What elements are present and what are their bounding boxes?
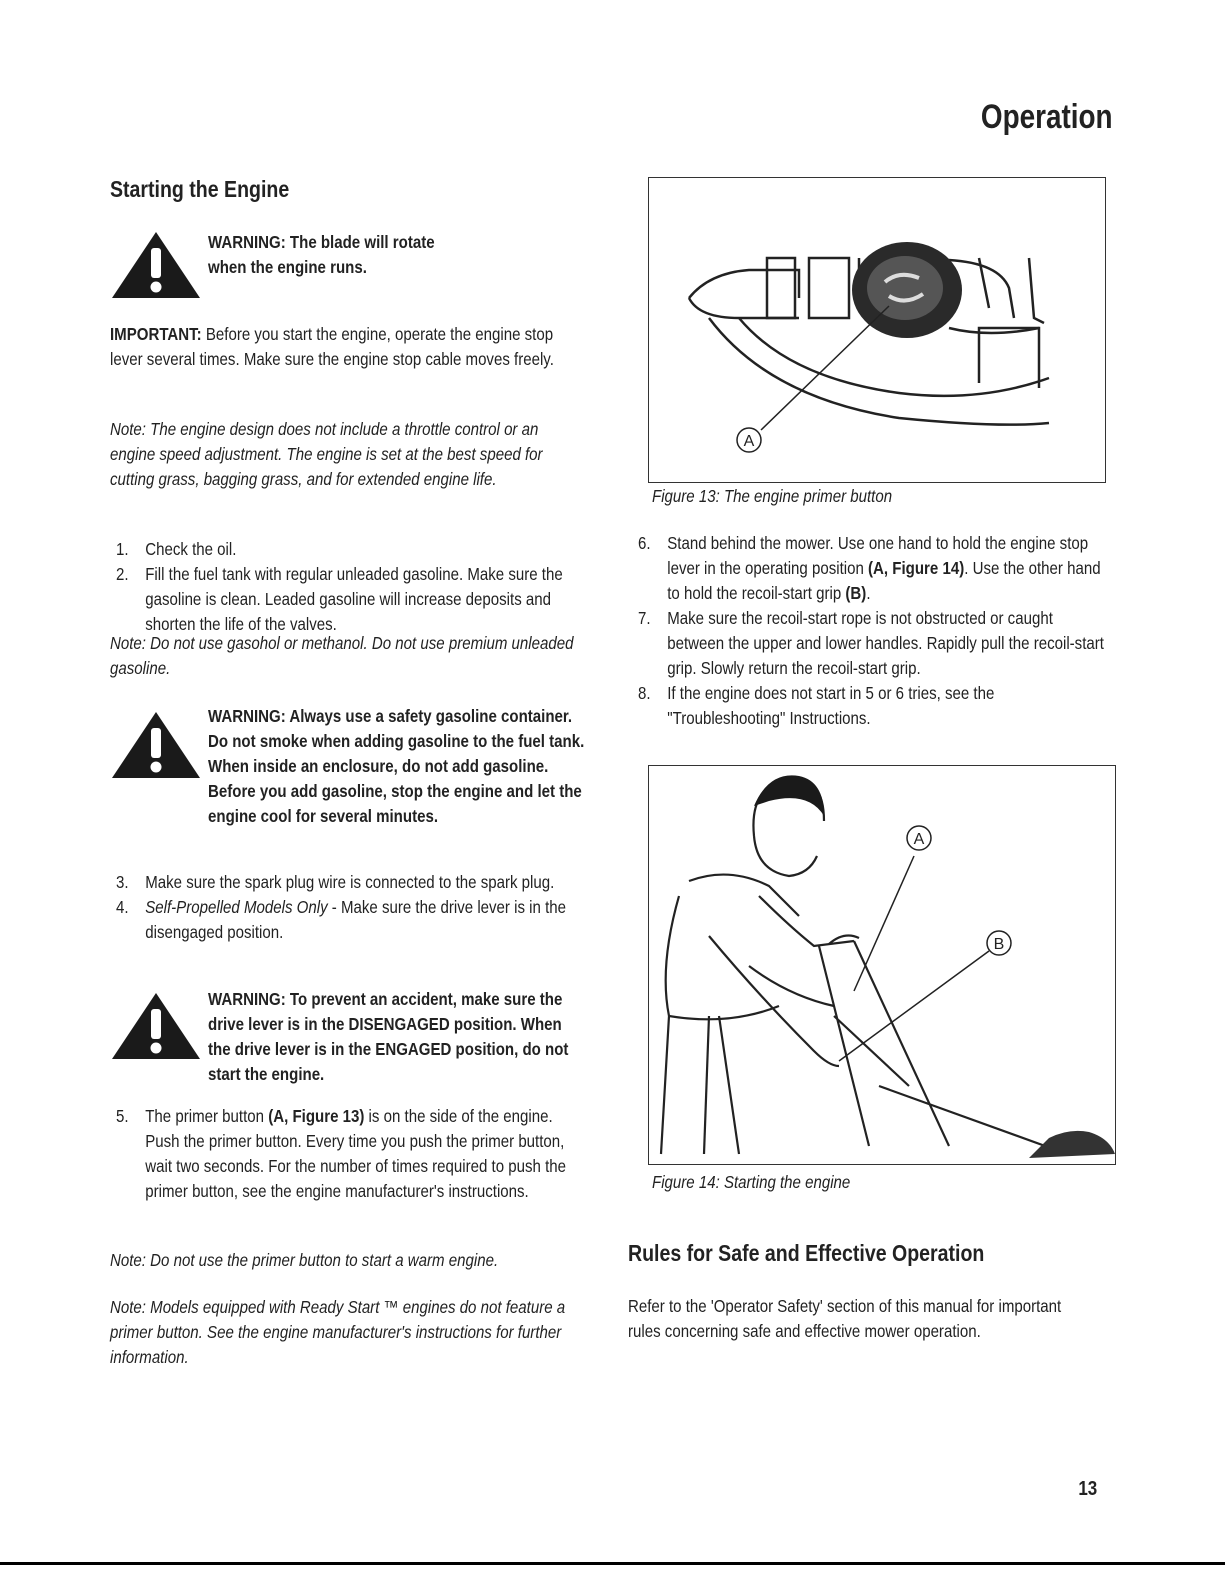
step-3: [116, 870, 585, 895]
heading-starting-engine: Starting the Engine: [110, 176, 290, 202]
step-text: - Make sure the drive lever is in the disengaged position.: [145, 897, 566, 942]
steps-list-right: [638, 531, 1107, 731]
step-number: 2.: [116, 564, 129, 584]
step-text-pre: Stand behind the mower. Use one hand to hold the engine stop lever in the operating position: [667, 533, 1089, 578]
starting-engine-illustration: [649, 766, 1115, 1164]
step-number: 5.: [116, 1106, 129, 1126]
important-label: IMPORTANT:: [110, 324, 202, 344]
figure-reference: (A, Figure 14): [868, 558, 965, 578]
engine-primer-illustration: [649, 178, 1105, 482]
step-text-pre: The primer button: [145, 1106, 269, 1126]
step-5: [116, 1104, 585, 1204]
figure-14-box: [648, 765, 1116, 1165]
step-number: 7.: [638, 608, 651, 628]
warning-text-2: WARNING: Always use a safety gasoline container. Do not smoke when adding gasoline to the fuel tank. When inside an enclosure, do not add gasoline. Before you add gasoline, stop the engine and let the engine cool for several minutes.: [208, 706, 585, 826]
note-gasohol: Note: Do not use gasohol or methanol. Do not use premium unleaded gasoline.: [110, 633, 574, 678]
bottom-rule: [0, 1562, 1225, 1565]
step-8: [638, 681, 1107, 731]
warning-text-3: WARNING: To prevent an accident, make sure the drive lever is in the DISENGAGED position. When the drive lever is in the ENGAGED position, do not start the engine.: [208, 989, 569, 1084]
rules-paragraph: Refer to the 'Operator Safety' section of this manual for important rules concerning safe and effective mower operation.: [628, 1296, 1062, 1341]
section-title: Operation: [981, 98, 1113, 136]
steps-list-3: [116, 1104, 585, 1204]
step-number: 1.: [116, 539, 129, 559]
step-text-mid: . Use the other hand to hold the recoil-start grip: [667, 558, 1101, 603]
step-4: [116, 895, 585, 945]
step-2: [116, 562, 585, 637]
step-6: [638, 531, 1107, 606]
step-number: 4.: [116, 897, 129, 917]
heading-rules: Rules for Safe and Effective Operation: [628, 1240, 985, 1266]
figure-reference: (A, Figure 13): [268, 1106, 365, 1126]
warning-icon: [110, 230, 202, 300]
figure-reference: (B): [845, 583, 867, 603]
step-text: Make sure the recoil-start rope is not obstructed or caught between the upper and lower handles. Rapidly pull the recoil-start grip. Slowly return the recoil-start grip.: [667, 608, 1104, 678]
page-number: 13: [1078, 1478, 1097, 1500]
step-number: 6.: [638, 533, 651, 553]
step-text: Check the oil.: [145, 539, 237, 559]
figure-14-caption: Figure 14: Starting the engine: [652, 1172, 851, 1192]
important-text: Before you start the engine, operate the engine stop lever several times. Make sure the engine stop cable moves freely.: [110, 324, 554, 369]
note-ready-start: Note: Models equipped with Ready Start ™ engines do not feature a primer button. See the engine manufacturer's instructions for further information.: [110, 1297, 566, 1367]
warning-icon: [110, 710, 202, 780]
step-text: Fill the fuel tank with regular unleaded gasoline. Make sure the gasoline is clean. Leaded gasoline will increase deposits and shorten the life of the valves.: [145, 564, 563, 634]
important-paragraph: [110, 322, 583, 372]
step-number: 3.: [116, 872, 129, 892]
note-throttle: Note: The engine design does not include a throttle control or an engine speed adjustment. The engine is set at the best speed for cutting grass, bagging grass, and for extended engine life.: [110, 419, 543, 489]
callout-a: A: [743, 433, 755, 450]
figure-13-caption: Figure 13: The engine primer button: [652, 486, 893, 506]
note-warm-engine: Note: Do not use the primer button to start a warm engine.: [110, 1250, 499, 1270]
step-italic: Self-Propelled Models Only: [145, 897, 328, 917]
step-text-post: .: [866, 583, 871, 603]
callout-b: B: [993, 936, 1005, 953]
callout-a: A: [913, 831, 925, 848]
warning-text-1: WARNING: The blade will rotate when the engine runs.: [208, 232, 435, 277]
step-1: [116, 537, 585, 562]
step-text: If the engine does not start in 5 or 6 tries, see the "Troubleshooting" Instructions.: [667, 683, 995, 728]
step-text: Make sure the spark plug wire is connected to the spark plug.: [145, 872, 555, 892]
steps-list-2: [116, 870, 585, 945]
step-text-post: is on the side of the engine. Push the primer button. Every time you push the primer button, wait two seconds. For the number of times required to push the primer button, see the engine manufacturer's instructions.: [145, 1106, 567, 1201]
step-7: [638, 606, 1107, 681]
figure-13-box: [648, 177, 1106, 483]
steps-list-1: [116, 537, 585, 637]
step-number: 8.: [638, 683, 651, 703]
warning-icon: [110, 991, 202, 1061]
